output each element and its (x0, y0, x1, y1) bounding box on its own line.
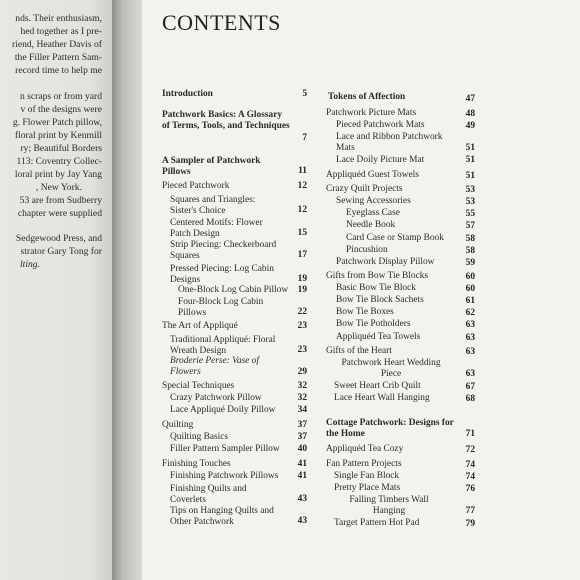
toc-page-number: 61 (465, 296, 475, 306)
toc-page-number: 74 (465, 472, 475, 482)
toc-entry: Tips on Hanging Quilts and Other Patchwork (170, 506, 274, 527)
toc-page-number: 48 (465, 109, 475, 119)
toc-page-number: 41 (297, 471, 307, 481)
toc-entry: Bow Tie Potholders (336, 319, 411, 329)
toc-page-number: 12 (297, 205, 307, 215)
left-page (0, 0, 112, 580)
toc-page-number: 11 (298, 166, 307, 176)
toc-entry: Filler Pattern Sampler Pillow (170, 444, 280, 454)
left-text-line: 113: Coventry Collec- (16, 156, 102, 167)
left-text-line: , New York. (35, 182, 82, 193)
toc-entry: Single Fan Block (334, 471, 400, 481)
toc-page-number: 74 (465, 460, 475, 470)
toc-page-number: 19 (297, 285, 307, 295)
toc-page-number: 63 (465, 333, 475, 343)
left-text-line: ry; Beautiful Borders (20, 143, 102, 154)
toc-entry: Quilting Basics (170, 432, 229, 442)
toc-entry: Pretty Place Mats (334, 483, 401, 493)
toc-page-number: 63 (465, 369, 475, 379)
left-text-line: Sedgewood Press, and (15, 233, 102, 244)
left-text-line: floral print by Kenmill (14, 130, 102, 141)
toc-entry: Fan Pattern Projects (326, 459, 402, 469)
toc-page-number: 68 (465, 394, 475, 404)
toc-page-number: 22 (297, 307, 307, 317)
toc-entry: Broderie Perse: Vase of Flowers (170, 356, 259, 377)
toc-entry: Lace Doily Picture Mat (336, 155, 425, 165)
toc-entry: Patchwork Heart Wedding Piece (341, 358, 441, 379)
toc-page-number: 55 (465, 209, 475, 219)
toc-page-number: 57 (465, 221, 475, 231)
left-text-line: the Filler Pattern Sam- (14, 52, 102, 63)
toc-entry: Appliquéd Tea Cozy (326, 444, 404, 454)
toc-page-number: 77 (465, 506, 475, 516)
toc-entry: Lace Appliqué Doily Pillow (170, 405, 276, 415)
toc-page-number: 49 (465, 121, 475, 131)
toc-page-number: 17 (297, 250, 307, 260)
toc-entry: Quilting (162, 420, 194, 430)
toc-entry: Pressed Piecing: Log Cabin Designs (170, 264, 274, 285)
left-text-line: record time to help me (15, 65, 102, 76)
left-text-line: n scraps or from yard (19, 91, 102, 102)
toc-page-number: 12 (297, 181, 307, 191)
toc-entry: Basic Bow Tie Block (336, 283, 416, 293)
left-text-line: 53 are from Sudberry (19, 195, 102, 206)
toc-entry: Crazy Patchwork Pillow (170, 393, 262, 403)
toc-page-number: 15 (297, 228, 307, 238)
toc-entry: Lace and Ribbon Patchwork Mats (336, 132, 443, 153)
toc-entry: Eyeglass Case (346, 208, 400, 218)
toc-entry: A Sampler of Patchwork Pillows (162, 156, 261, 177)
toc-page-number: 23 (297, 345, 307, 355)
toc-entry: Finishing Quilts and Coverlets (170, 484, 247, 505)
toc-entry: Gifts from Bow Tie Blocks (326, 271, 429, 281)
toc-entry: Traditional Appliqué: Floral Wreath Design (170, 335, 276, 356)
toc-entry: Four-Block Log Cabin Pillows (178, 297, 264, 318)
book-gutter (112, 0, 142, 580)
toc-page-number: 32 (297, 393, 307, 403)
toc-entry: One-Block Log Cabin Pillow (178, 285, 289, 295)
toc-page-number: 43 (297, 494, 307, 504)
toc-page-number: 41 (297, 459, 307, 469)
toc-entry: The Art of Appliqué (162, 321, 238, 331)
toc-entry: Bow Tie Boxes (336, 307, 394, 317)
toc-entry: Squares and Triangles: Sister's Choice (170, 195, 256, 216)
toc-page-number: 62 (465, 308, 475, 318)
toc-entry: Bow Tie Block Sachets (336, 295, 424, 305)
toc-page-number: 7 (302, 133, 307, 143)
left-text-line: v of the designs were (20, 104, 102, 115)
toc-page-number: 63 (465, 347, 475, 357)
toc-page-number: 51 (465, 171, 475, 181)
toc-page-number: 58 (465, 234, 475, 244)
toc-page-number: 19 (297, 274, 307, 284)
toc-page-number: 37 (297, 432, 307, 442)
toc-entry: Introduction (162, 89, 213, 99)
toc-page-number: 32 (297, 381, 307, 391)
toc-entry: Strip Piecing: Checkerboard Squares (170, 240, 277, 261)
left-text-line: loral print by Jay Yang (14, 169, 102, 180)
left-text-line: hed together as I pre- (20, 26, 102, 37)
toc-page-number: 47 (465, 94, 475, 104)
page-title: CONTENTS (162, 10, 281, 35)
toc-page-number: 37 (297, 420, 307, 430)
left-text-line: nds. Their enthusiasm, (15, 13, 102, 24)
toc-entry: Finishing Patchwork Pillows (170, 471, 279, 481)
toc-page-number: 63 (465, 320, 475, 330)
toc-page-number: 79 (465, 519, 475, 529)
toc-page-number: 51 (465, 155, 475, 165)
toc-page-number: 34 (297, 405, 307, 415)
toc-entry: Sweet Heart Crib Quilt (334, 381, 421, 391)
toc-entry: Centered Motifs: Flower Patch Design (170, 218, 263, 239)
toc-entry: Finishing Touches (162, 459, 231, 469)
toc-page-number: 5 (302, 89, 307, 99)
toc-page-number: 58 (465, 246, 475, 256)
toc-entry: Falling Timbers Wall Hanging (349, 495, 429, 516)
toc-entry: Crazy Quilt Projects (326, 184, 403, 194)
toc-page-number: 51 (465, 143, 475, 153)
toc-entry: Needle Book (346, 220, 396, 230)
toc-page-number: 60 (465, 284, 475, 294)
left-text-line: strator Gary Tong for (20, 246, 102, 257)
toc-entry: Cottage Patchwork: Designs for the Home (326, 418, 454, 439)
toc-page-number: 59 (465, 258, 475, 268)
toc-entry: Target Pattern Hot Pad (334, 518, 420, 528)
toc-entry: Appliquéd Guest Towels (326, 170, 419, 180)
toc-page-number: 72 (465, 445, 475, 455)
toc-page-number: 76 (465, 484, 475, 494)
toc-entry: Patchwork Display Pillow (336, 257, 435, 267)
toc-entry: Lace Heart Wall Hanging (334, 393, 430, 403)
toc-page-number: 60 (465, 272, 475, 282)
toc-page-number: 23 (297, 321, 307, 331)
toc-entry: Gifts of the Heart (326, 346, 392, 356)
left-text-line: chapter were supplied (17, 208, 102, 219)
toc-entry: Card Case or Stamp Book (346, 233, 444, 243)
toc-page-number: 43 (297, 516, 307, 526)
toc-entry: Patchwork Picture Mats (326, 108, 417, 118)
toc-page-number: 29 (297, 367, 307, 377)
toc-entry: Pincushion (346, 245, 388, 255)
toc-page-number: 53 (465, 185, 475, 195)
toc-page-number: 71 (465, 429, 475, 439)
toc-entry: Appliquéd Tea Towels (336, 332, 421, 342)
toc-entry: Pieced Patchwork (162, 181, 230, 191)
toc-entry: Tokens of Affection (328, 92, 406, 102)
left-text-line: g. Flower Patch pillow, (12, 117, 102, 128)
toc-page-number: 67 (465, 382, 475, 392)
toc-page-number: 53 (465, 197, 475, 207)
left-text-line: riend, Heather Davis of (11, 39, 102, 50)
toc-entry: Sewing Accessories (336, 196, 411, 206)
toc-entry: Special Techniques (162, 381, 235, 391)
toc-entry: Pieced Patchwork Mats (336, 120, 425, 130)
toc-entry: Patchwork Basics: A Glossary of Terms, Tools, and Techniques (162, 110, 290, 131)
toc-page-number: 40 (297, 444, 307, 454)
left-text-line: lting. (20, 259, 40, 270)
